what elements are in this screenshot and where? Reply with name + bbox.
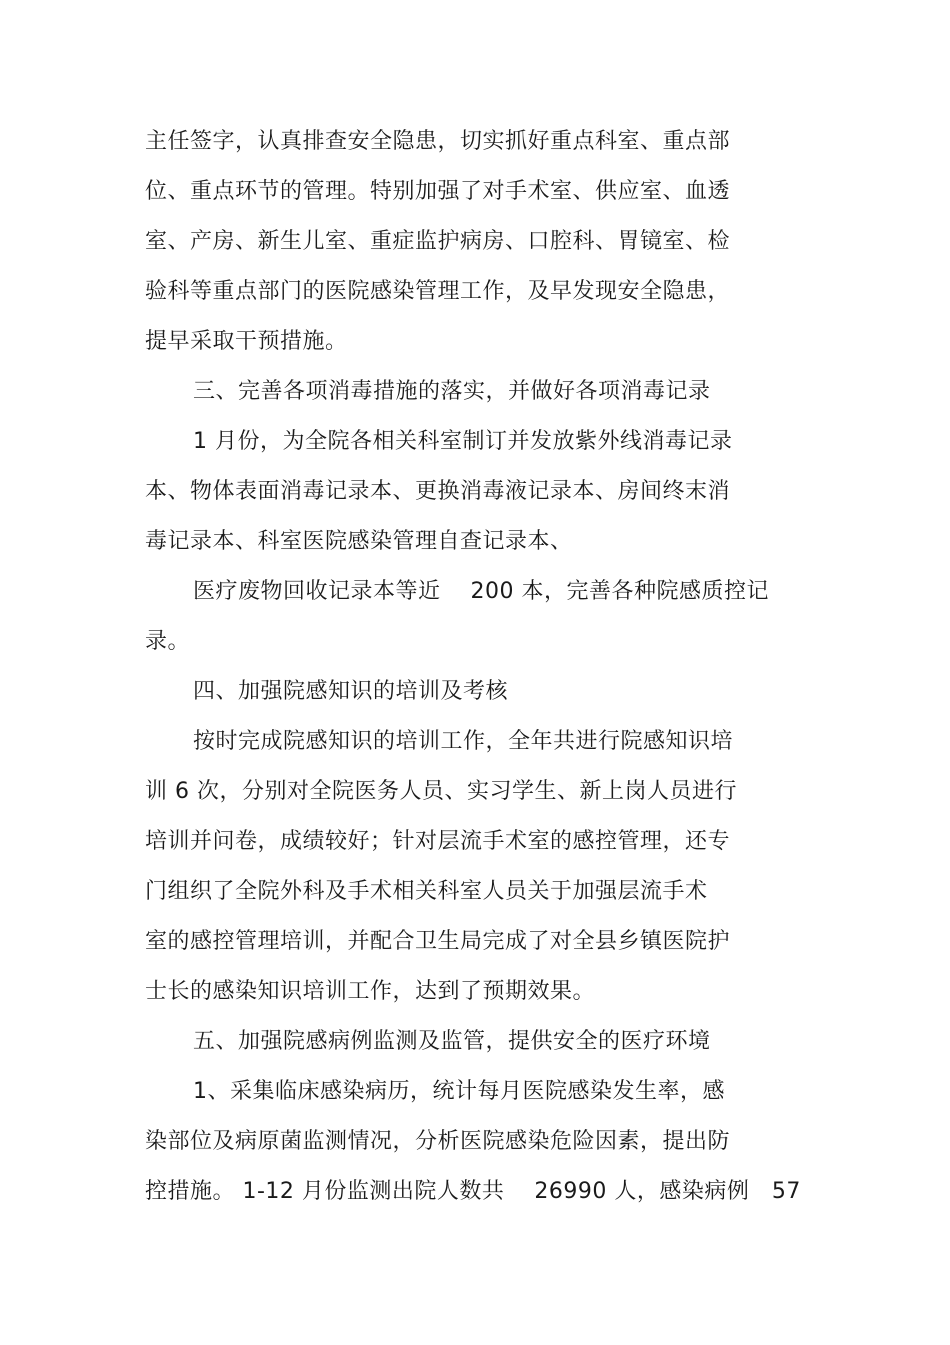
paragraph-line: 按时完成院感知识的培训工作，全年共进行院感知识培 [193,729,734,754]
paragraph-line: 录。 [145,629,191,654]
paragraph-line: 门组织了全院外科及手术相关科室人员关于加强层流手术 [145,879,708,904]
paragraph-line: 控措施。 1-12 月份监测出院人数共 26990 人，感染病例 57 [145,1179,801,1204]
paragraph-line: 医疗废物回收记录本等近 200 本，完善各种院感质控记 [193,579,769,604]
section-heading-5: 五、加强院感病例监测及监管，提供安全的医疗环境 [193,1029,711,1054]
paragraph-line: 提早采取干预措施。 [145,329,348,354]
paragraph-line: 室的感控管理培训，并配合卫生局完成了对全县乡镇医院护 [145,929,731,954]
paragraph-line: 士长的感染知识培训工作，达到了预期效果。 [145,979,596,1004]
paragraph-line: 主任签字，认真排查安全隐患，切实抓好重点科室、重点部 [145,129,731,154]
paragraph-line: 位、重点环节的管理。特别加强了对手术室、供应室、血透 [145,179,731,204]
paragraph-line: 验科等重点部门的医院感染管理工作，及早发现安全隐患， [145,279,731,304]
paragraph-line: 训 6 次，分别对全院医务人员、实习学生、新上岗人员进行 [145,779,737,804]
section-heading-4: 四、加强院感知识的培训及考核 [193,679,509,704]
paragraph-line: 本、物体表面消毒记录本、更换消毒液记录本、房间终末消 [145,479,731,504]
paragraph-line: 染部位及病原菌监测情况，分析医院感染危险因素，提出防 [145,1129,731,1154]
section-heading-3: 三、完善各项消毒措施的落实，并做好各项消毒记录 [193,379,711,404]
paragraph-line: 培训并问卷，成绩较好；针对层流手术室的感控管理，还专 [145,829,731,854]
paragraph-line: 室、产房、新生儿室、重症监护病房、口腔科、胃镜室、检 [145,229,731,254]
paragraph-line: 1 月份，为全院各相关科室制订并发放紫外线消毒记录 [193,429,733,454]
paragraph-line: 1、采集临床感染病历，统计每月医院感染发生率，感 [193,1079,725,1104]
paragraph-line: 毒记录本、科室医院感染管理自查记录本、 [145,529,573,554]
